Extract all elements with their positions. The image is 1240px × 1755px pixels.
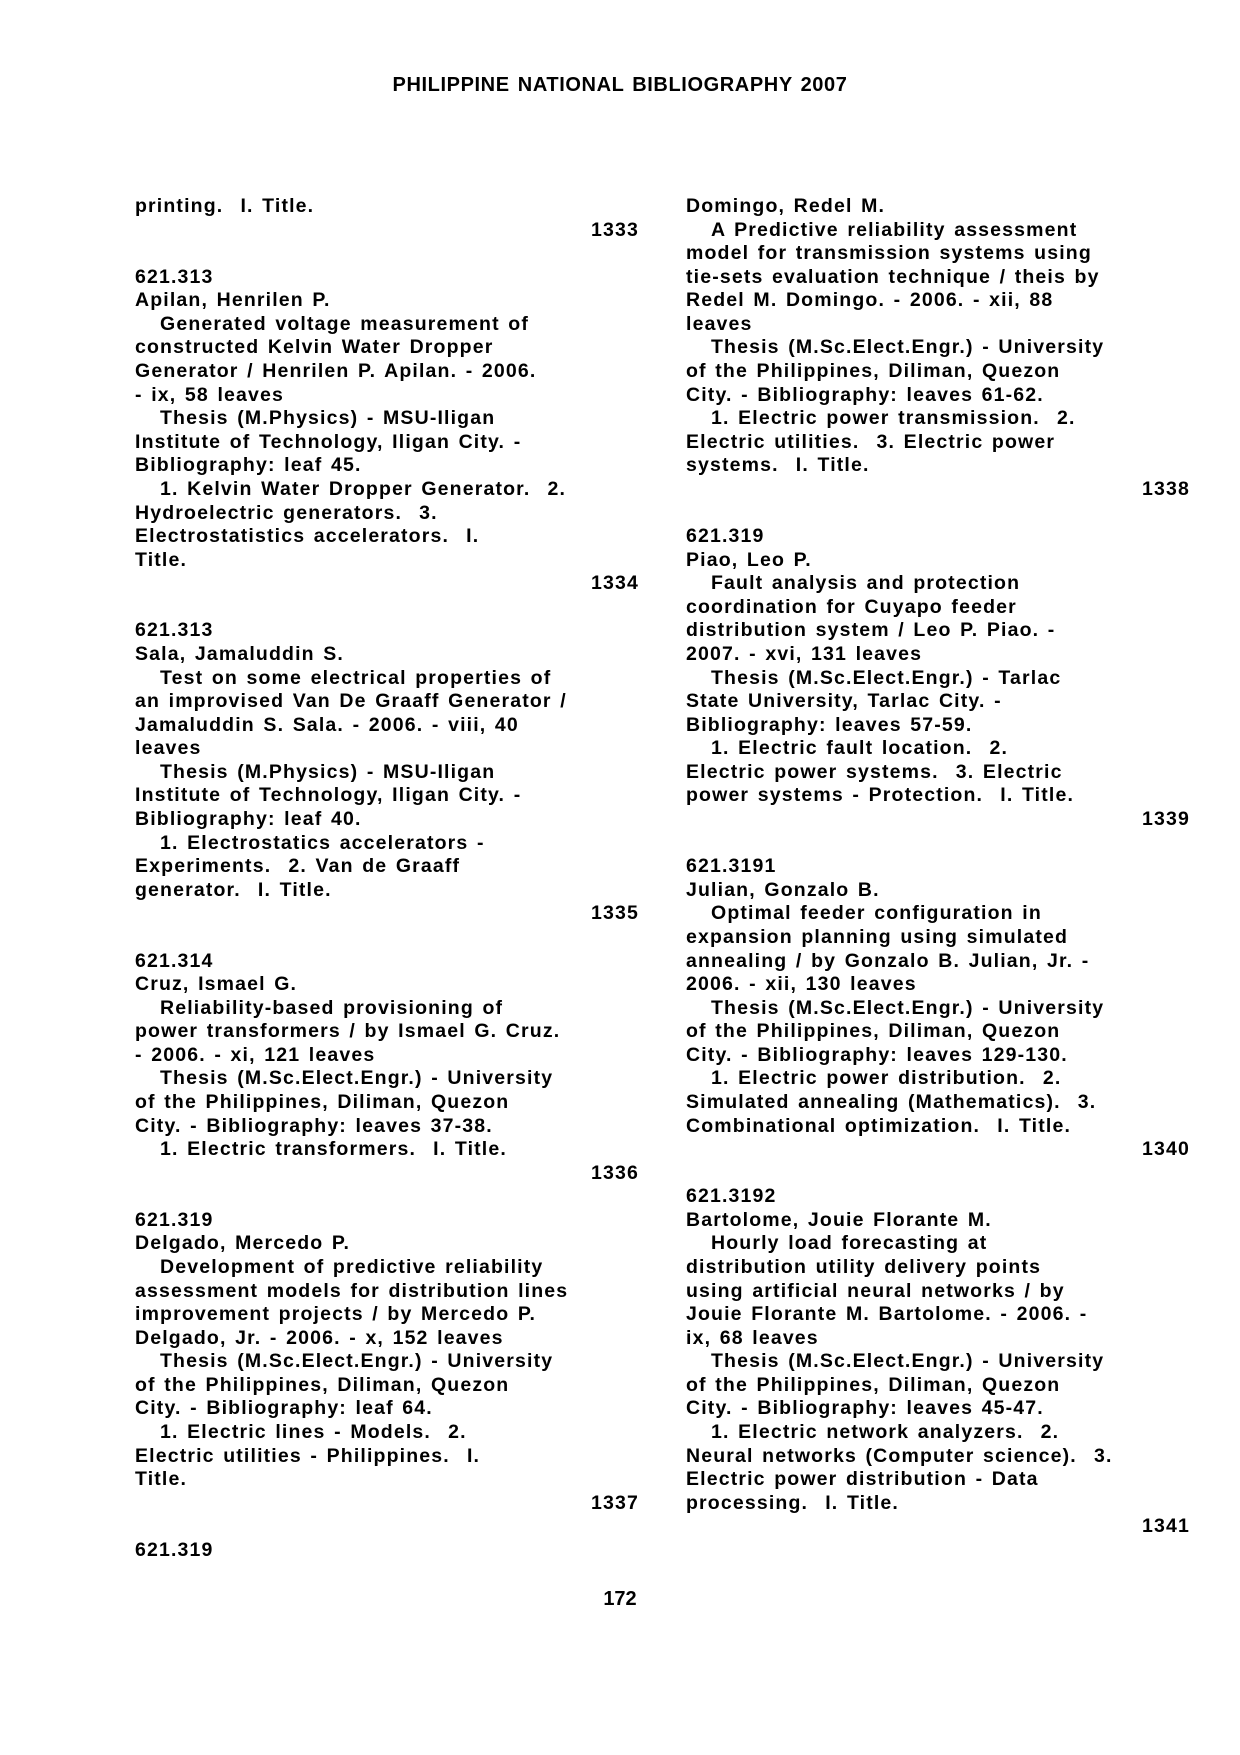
author: Delgado, Mercedo P. [135, 1232, 351, 1255]
subject-line: 1. Electric fault location. 2. [711, 737, 1009, 760]
title-line: Generated voltage measurement of [160, 312, 529, 335]
title-line: ix, 68 leaves [686, 1326, 819, 1349]
subject-line: Experiments. 2. Van de Graaff [135, 855, 461, 878]
title-line: Redel M. Domingo. - 2006. - xii, 88 [686, 289, 1054, 312]
subject-line: Electric utilities - Philippines. I. [135, 1444, 481, 1467]
subject-line: Hydroelectric generators. 3. [135, 501, 438, 524]
note-line: of the Philippines, Diliman, Quezon [135, 1090, 510, 1113]
title-line: Jamaluddin S. Sala. - 2006. - viii, 40 [135, 713, 519, 736]
subject-line: 1. Electric power distribution. 2. [711, 1067, 1062, 1090]
page-number: 172 [603, 1588, 637, 1610]
bibliographic-entry [686, 1185, 1190, 1539]
entry-number: 1341 [1142, 1515, 1190, 1538]
entry-number: 1338 [1142, 477, 1190, 500]
subject-line: 1. Electrostatics accelerators - [160, 831, 485, 854]
title-line: A Predictive reliability assessment [711, 218, 1078, 241]
title-line: an improvised Van De Graaff Generator / [135, 690, 567, 713]
note-line: Thesis (M.Physics) - MSU-Iligan [160, 407, 496, 430]
note-line: Bibliography: leaves 57-59. [686, 713, 973, 736]
page-header: PHILIPPINE NATIONAL BIBLIOGRAPHY 2007 [392, 74, 848, 96]
bibliographic-entry [686, 195, 1190, 502]
title-line: coordination for Cuyapo feeder [686, 595, 1017, 618]
author: Domingo, Redel M. [686, 195, 886, 217]
subject-line: power systems - Protection. I. Title. [686, 784, 1075, 807]
author: Julian, Gonzalo B. [686, 878, 880, 901]
entry-number: 1334 [591, 572, 639, 595]
subject-line: 1. Electric network analyzers. 2. [711, 1421, 1060, 1444]
title-line: annealing / by Gonzalo B. Julian, Jr. - [686, 949, 1090, 972]
author: Bartolome, Jouie Florante M. [686, 1208, 992, 1231]
right-column [686, 195, 1190, 1563]
entry-number: 1336 [591, 1161, 639, 1184]
subject-line: 1. Electric transformers. I. Title. [160, 1138, 507, 1161]
note-line: of the Philippines, Diliman, Quezon [686, 1373, 1061, 1396]
title-line: constructed Kelvin Water Dropper [135, 336, 494, 359]
title-line: Jouie Florante M. Bartolome. - 2006. - [686, 1303, 1088, 1326]
bibliographic-entry [135, 266, 639, 596]
note-line: Thesis (M.Physics) - MSU-Iligan [160, 760, 496, 783]
note-line: Thesis (M.Sc.Elect.Engr.) - University [711, 336, 1105, 359]
subject-line: Neural networks (Computer science). 3. [686, 1444, 1113, 1467]
call-number: 621.3192 [686, 1185, 777, 1208]
title-line: Reliability-based provisioning of [160, 996, 504, 1019]
subject-line: 1. Kelvin Water Dropper Generator. 2. [160, 477, 567, 500]
title-line: model for transmission systems using [686, 242, 1092, 265]
bibliographic-entry [135, 619, 639, 926]
note-line: Institute of Technology, Iligan City. - [135, 784, 522, 807]
note-line: Thesis (M.Sc.Elect.Engr.) - University [711, 1350, 1105, 1373]
title-line: Delgado, Jr. - 2006. - x, 152 leaves [135, 1326, 504, 1349]
subject-line: processing. I. Title. [686, 1491, 899, 1514]
note-line: Thesis (M.Sc.Elect.Engr.) - University [160, 1350, 554, 1373]
call-number: 621.313 [135, 619, 214, 642]
title-line: - ix, 58 leaves [135, 383, 285, 406]
title-line: tie-sets evaluation technique / theis by [686, 265, 1100, 288]
author: Apilan, Henrilen P. [135, 289, 331, 312]
entry-continuation [135, 195, 639, 242]
subject-line: Title. [135, 1468, 188, 1491]
call-number: 621.319 [686, 525, 765, 548]
title-line: 2007. - xvi, 131 leaves [686, 642, 923, 665]
note-line: Thesis (M.Sc.Elect.Engr.) - University [711, 996, 1105, 1019]
title-line: Test on some electrical properties of [160, 666, 552, 689]
author: Sala, Jamaluddin S. [135, 642, 344, 665]
note-line: City. - Bibliography: leaf 64. [135, 1397, 433, 1420]
note-line: Thesis (M.Sc.Elect.Engr.) - University [160, 1067, 554, 1090]
subject-line: Electric power distribution - Data [686, 1468, 1039, 1491]
bibliographic-entry [686, 525, 1190, 832]
title-line: - 2006. - xi, 121 leaves [135, 1043, 376, 1066]
title-line: 2006. - xii, 130 leaves [686, 973, 917, 996]
subject-line: Electric utilities. 3. Electric power [686, 430, 1056, 453]
note-line: of the Philippines, Diliman, Quezon [135, 1373, 510, 1396]
bibliographic-entry [135, 1209, 639, 1516]
entry-number: 1335 [591, 902, 639, 925]
title-line: Generator / Henrilen P. Apilan. - 2006. [135, 360, 537, 383]
note-line: Bibliography: leaf 45. [135, 454, 362, 477]
title-line: leaves [686, 312, 753, 335]
note-line: City. - Bibliography: leaves 37-38. [135, 1114, 493, 1137]
subject-line: generator. I. Title. [135, 878, 332, 901]
call-number: 621.313 [135, 265, 214, 288]
title-line: using artificial neural networks / by [686, 1279, 1065, 1302]
note-line: State University, Tarlac City. - [686, 690, 1002, 713]
call-number: 621.319 [135, 1538, 214, 1561]
entry-number: 1340 [1142, 1138, 1190, 1161]
note-line: Institute of Technology, Iligan City. - [135, 430, 522, 453]
note-line: Thesis (M.Sc.Elect.Engr.) - Tarlac [711, 666, 1062, 689]
author: Cruz, Ismael G. [135, 973, 298, 996]
call-number: 621.319 [135, 1208, 214, 1231]
call-number: 621.314 [135, 949, 214, 972]
subject-line: 1. Electric power transmission. 2. [711, 407, 1076, 430]
note-line: City. - Bibliography: leaves 129-130. [686, 1043, 1068, 1066]
title-line: expansion planning using simulated [686, 925, 1069, 948]
left-column [135, 195, 639, 1563]
note-line: of the Philippines, Diliman, Quezon [686, 360, 1061, 383]
author: Piao, Leo P. [686, 548, 812, 571]
subject-line: Simulated annealing (Mathematics). 3. [686, 1090, 1097, 1113]
entry-number: 1339 [1142, 808, 1190, 831]
title-line: Optimal feeder configuration in [711, 902, 1042, 925]
note-line: Bibliography: leaf 40. [135, 808, 362, 831]
title-line: distribution system / Leo P. Piao. - [686, 619, 1056, 642]
subject-line: Title. [135, 548, 188, 571]
bibliographic-entry [135, 950, 639, 1186]
subject-line: Combinational optimization. I. Title. [686, 1114, 1072, 1137]
subject-line: 1. Electric lines - Models. 2. [160, 1421, 467, 1444]
entry-number: 1333 [591, 218, 639, 241]
title-line: Hourly load forecasting at [711, 1232, 988, 1255]
title-line: leaves [135, 737, 202, 760]
title-line: power transformers / by Ismael G. Cruz. [135, 1020, 561, 1043]
title-line: improvement projects / by Mercedo P. [135, 1303, 537, 1326]
title-line: Fault analysis and protection [711, 572, 1021, 595]
entry-line: printing. I. Title. [135, 195, 315, 217]
note-line: City. - Bibliography: leaves 45-47. [686, 1397, 1044, 1420]
subject-line: Electric power systems. 3. Electric [686, 760, 1063, 783]
subject-line: Electrostatistics accelerators. I. [135, 525, 480, 548]
entry-number: 1337 [591, 1491, 639, 1514]
title-line: assessment models for distribution lines [135, 1279, 569, 1302]
subject-line: systems. I. Title. [686, 454, 870, 477]
title-line: distribution utility delivery points [686, 1256, 1042, 1279]
note-line: City. - Bibliography: leaves 61-62. [686, 383, 1044, 406]
call-number: 621.3191 [686, 855, 777, 878]
title-line: Development of predictive reliability [160, 1256, 544, 1279]
note-line: of the Philippines, Diliman, Quezon [686, 1020, 1061, 1043]
bibliographic-entry [686, 855, 1190, 1162]
